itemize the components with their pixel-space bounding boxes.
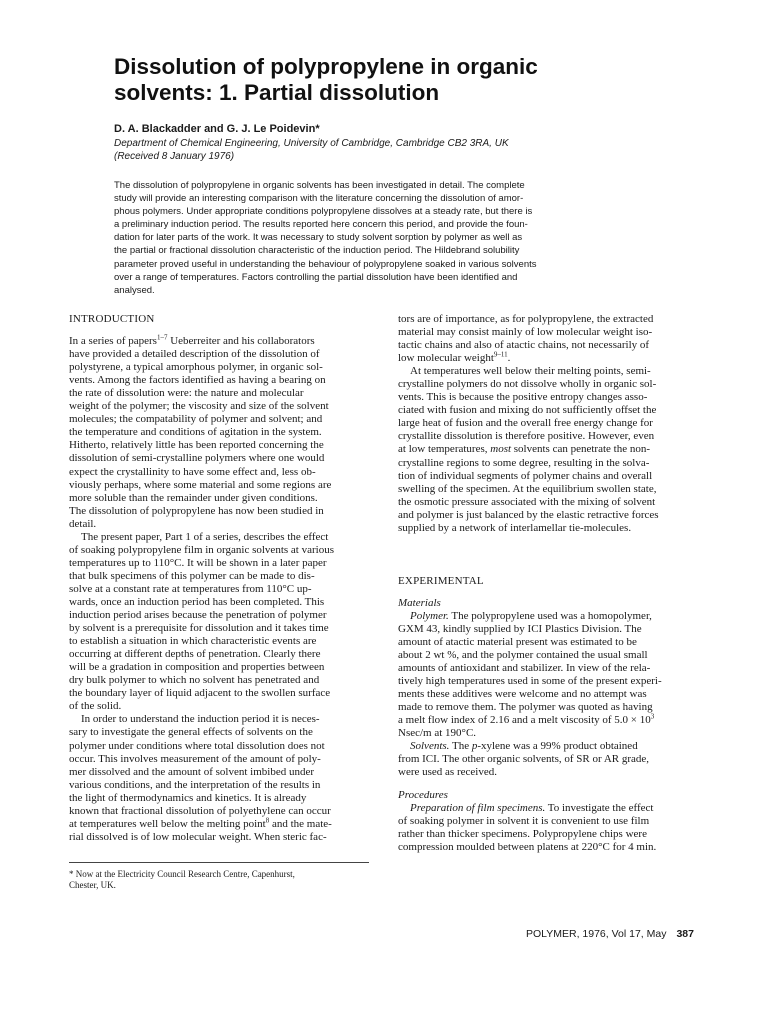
body-line: The dissolution of polypropylene has now been studied in — [69, 504, 324, 517]
abstract-line: study will provide an interesting comparison with the literature concerning the dissolution of amor- — [114, 193, 524, 205]
run-in-heading: Polymer. — [410, 609, 449, 622]
right-column — [398, 313, 698, 854]
paper-title — [114, 54, 674, 106]
body-line: induction period arises because the penetration of polymer — [69, 609, 327, 622]
footnote-line: * Now at the Electricity Council Research Centre, Capenhurst, — [69, 869, 295, 879]
body-line: wards, once an induction period has been completed. This — [69, 595, 325, 608]
title-line-2: solvents: 1. Partial dissolution — [114, 80, 440, 105]
body-line: and polymer is just balanced by the elastic retractive forces — [398, 508, 659, 521]
left-column — [69, 313, 369, 844]
body-line: ciated with fusion and mixing do not sufficiently offset the — [398, 404, 657, 417]
body-line: that bulk specimens of this polymer can be made to dis- — [69, 569, 315, 582]
body-line: crystalline regions to some degree, resulting in the solva- — [398, 456, 650, 469]
body-line: at temperatures well below the melting point$^8$ and the mate- — [69, 816, 332, 830]
body-line: low molecular weight$^{9-11}$. — [398, 350, 511, 365]
abstract-line: phous polymers. Under appropriate conditions polypropylene dissolves at a steady rate, but there is — [114, 206, 533, 218]
body-line: large heat of fusion and the overall free energy change for — [398, 417, 653, 430]
body-line: about 2 wt %, and the polymer contained the usual small — [398, 649, 648, 662]
body-line: were used as received. — [398, 766, 497, 779]
author-list: D. A. Blackadder and G. J. Le Poidevin* — [114, 123, 320, 135]
page-footer — [526, 927, 694, 941]
body-line: Nsec/m at 190°C. — [398, 727, 477, 740]
run-in-heading: Preparation of film specimens. — [410, 801, 546, 814]
body-line: amount of atactic material present was estimated to be — [398, 635, 637, 648]
body-line: tactic chains and also of atactic chains, not necessarily of — [398, 339, 650, 352]
body-line: at low temperatures, most solvents can penetrate the non- — [398, 443, 651, 456]
body-line: detail. — [69, 517, 97, 530]
body-line: vents. This is because the positive entropy changes asso- — [398, 391, 648, 404]
body-line: made to remove them. The polymer was quoted as having — [398, 701, 653, 714]
abstract-line: over a range of temperatures. Factors controlling the partial dissolution have been identified and — [114, 271, 518, 283]
body-line: crystalline polymers do not dissolve wholly in organic sol- — [398, 378, 657, 391]
body-line: GXM 43, kindly supplied by ICI Plastics Division. The — [398, 622, 642, 635]
citation-ref: 1–7 — [156, 333, 168, 342]
subheading-materials: Materials — [398, 596, 441, 609]
body-line: to establish a situation in which characteristic events are — [69, 635, 317, 648]
body-line: tively high temperatures used in some of the present experi- — [398, 675, 662, 688]
title-line-1: Dissolution of polypropylene in organic — [114, 54, 538, 79]
body-line: temperatures up to 110°C. It will be shown in a later paper — [69, 556, 327, 569]
section-heading-experimental: EXPERIMENTAL — [398, 574, 484, 587]
emphasis: most — [490, 443, 512, 456]
body-line: by solvent is a prerequisite for dissolution and it takes time — [69, 622, 329, 635]
run-in-heading: Solvents. — [410, 740, 450, 753]
abstract-line: the partial or fractional dissolution characteristic of the induction period. The Hildebrand solubility — [114, 245, 520, 257]
body-line: a melt flow index of 2.16 and a melt viscosity of $5.0 \times 10^3$ — [398, 712, 655, 727]
body-line: Solvents. The p-xylene was a 99% product obtained — [410, 740, 638, 753]
footnote-divider — [69, 862, 369, 863]
body-line: various conditions, and the interpretation of the results in — [69, 778, 321, 791]
body-line: swelling of the specimen. At the equilibrium swollen state, — [398, 482, 657, 495]
body-line: At temperatures well below their melting points, semi- — [410, 365, 651, 378]
received-date: (Received 8 January 1976) — [114, 151, 235, 162]
body-line: Preparation of film specimens. To investigate the effect — [410, 801, 654, 814]
body-line: polymer under conditions where total dissolution does not — [69, 739, 325, 752]
body-line: known that fractional dissolution of polyethylene can occur — [69, 804, 331, 817]
body-line: occurring at different depths of penetration. Clearly there — [69, 648, 321, 661]
body-line: tion of individual segments of polymer chains and overall — [398, 469, 653, 482]
section-heading-introduction: INTRODUCTION — [69, 313, 155, 325]
page-number: 387 — [676, 928, 694, 940]
body-line: Polymer. The polypropylene used was a homopolymer, — [410, 609, 652, 622]
body-line: of soaking polymer in solvent it is convenient to use film — [398, 814, 650, 827]
journal-citation: POLYMER, 1976, Vol 17, May — [526, 928, 667, 940]
body-line: rial dissolved is of low molecular weight. When steric fac- — [69, 830, 327, 843]
body-line: the boundary layer of liquid adjacent to the swollen surface — [69, 687, 331, 700]
citation-ref: 9–11 — [493, 350, 508, 359]
body-line: Hitherto, relatively little has been reported concerning the — [69, 439, 324, 452]
footnote — [69, 869, 369, 891]
body-line: the light of thermodynamics and kinetics. It is already — [69, 791, 307, 804]
body-line: tors are of importance, as for polypropylene, the extracted — [398, 313, 654, 325]
abstract-line: parameter proved useful in understanding the behaviour of polypropylene soaked in various solvents — [114, 258, 537, 270]
abstract-line: analysed. — [114, 284, 155, 296]
body-line: material may consist mainly of low molecular weight iso- — [398, 326, 653, 339]
subheading-procedures: Procedures — [398, 788, 448, 801]
body-line: amounts of antioxidant and stabilizer. In view of the rela- — [398, 662, 651, 675]
body-line: In a series of papers$^{1-7}$ Ueberreiter and his collaborators — [69, 333, 315, 348]
abstract-line: The dissolution of polypropylene in organic solvents has been investigated in detail. The complete — [114, 180, 525, 191]
body-line: have provided a detailed description of the dissolution of — [69, 348, 320, 361]
body-line: In order to understand the induction period it is neces- — [81, 713, 320, 726]
body-line: mer dissolved and the amount of solvent imbibed under — [69, 765, 315, 778]
body-line: more soluble than the remainder under given conditions. — [69, 491, 318, 504]
body-line: vents. Among the factors identified as having a bearing on — [69, 374, 326, 387]
exponent: 3 — [650, 712, 655, 721]
affiliation-line: Department of Chemical Engineering, University of Cambridge, Cambridge CB2 3RA, UK — [114, 138, 509, 149]
body-line: solve at a constant rate at temperatures from 110°C up- — [69, 582, 312, 595]
body-line: molecules; the compatability of polymer and solvent; and — [69, 413, 323, 426]
body-line: the rate of dissolution were: the nature and molecular — [69, 387, 304, 400]
body-line: ments these additives were welcome and no attempt was — [398, 688, 647, 701]
abstract-line: dation for later parts of the work. It was necessary to study solvent sorption by polymer as well as — [114, 232, 523, 244]
body-line: sary to investigate the general effects of solvents on the — [69, 726, 313, 739]
body-line: expect the crystallinity to have some effect and, less ob- — [69, 465, 316, 478]
body-line: occur. This involves measurement of the amount of poly- — [69, 752, 321, 765]
body-line: of soaking polypropylene film in organic solvents at various — [69, 543, 334, 556]
body-line: supplied by a network of interlamellar tie-molecules. — [398, 521, 632, 534]
citation-ref: 8 — [265, 816, 270, 825]
body-line: viously perhaps, where some material and some regions are — [69, 478, 332, 491]
body-line: The present paper, Part 1 of a series, describes the effect — [81, 530, 329, 543]
body-line: compression moulded between platens at 220°C for 4 min. — [398, 840, 657, 853]
abstract — [114, 179, 596, 297]
body-line: the osmotic pressure associated with the mixing of solvent — [398, 495, 656, 508]
body-line: dry bulk polymer to which no solvent has penetrated and — [69, 674, 320, 687]
affiliation — [114, 137, 674, 163]
body-line: crystallite dissolution is therefore positive. However, even — [398, 430, 655, 443]
body-line: dissolution of semi-crystalline polymers where one would — [69, 452, 325, 465]
body-line: rather than thicker specimens. Polypropylene chips were — [398, 827, 647, 840]
body-line: polystyrene, a typical amorphous polymer, in organic sol- — [69, 361, 323, 374]
footnote-line: Chester, UK. — [69, 880, 116, 890]
body-line: from ICI. The other organic solvents, of SR or AR grade, — [398, 753, 650, 766]
body-line: will be a gradation in composition and properties between — [69, 661, 325, 674]
abstract-line: a preliminary induction period. The results reported here concern this period, and provide the foun- — [114, 219, 528, 231]
body-line: weight of the polymer; the viscosity and size of the solvent — [69, 400, 329, 413]
body-line: the temperature and conditions of agitation in the system. — [69, 426, 322, 439]
body-line: of the solid. — [69, 700, 122, 713]
